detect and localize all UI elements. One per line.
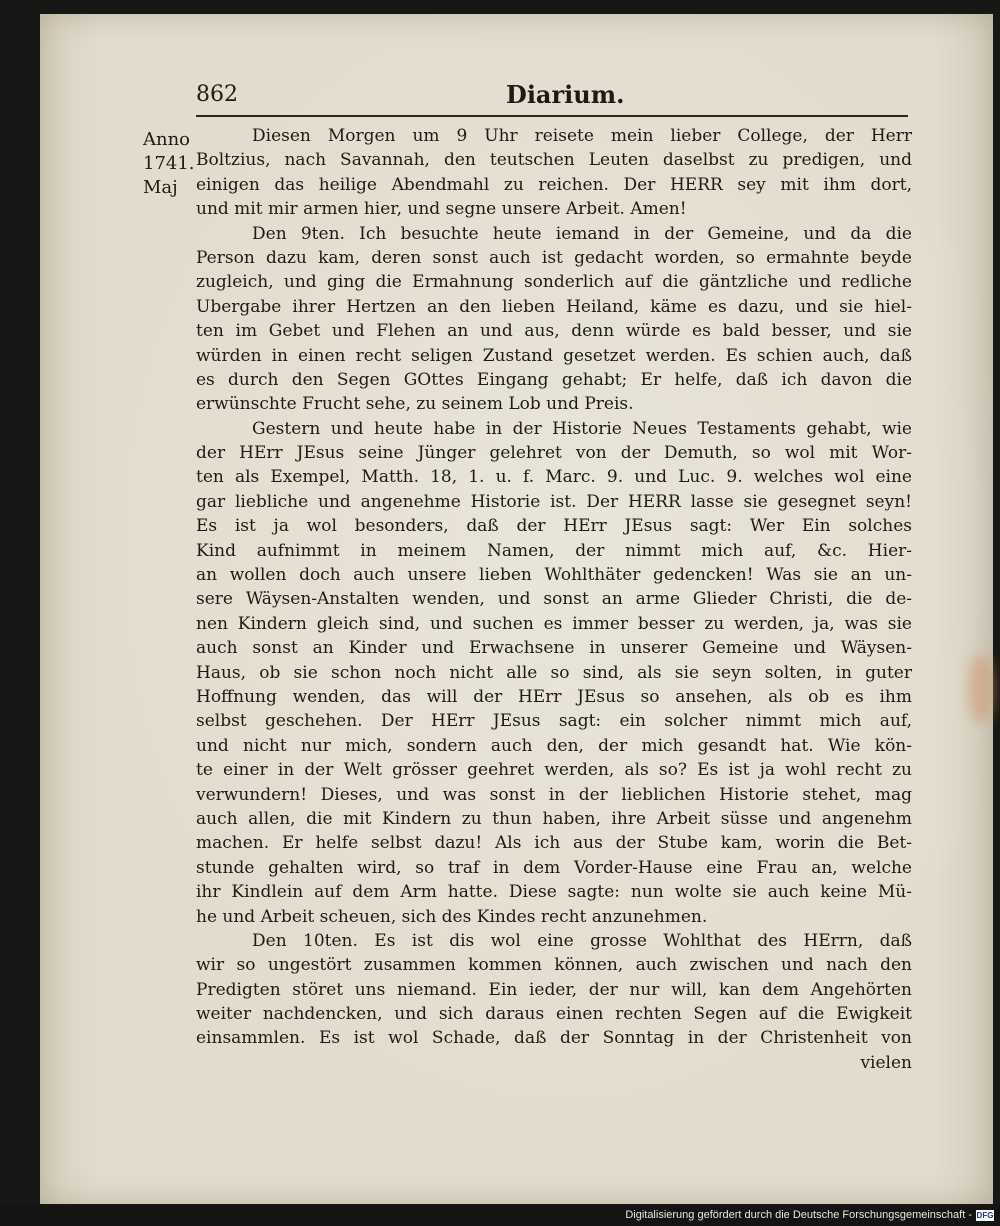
text-line: stunde gehalten wird, so traf in dem Vorder-Hause eine Frau an, welche [196,857,912,878]
text-line: Es ist ja wol besonders, daß der HErr JEsus sagt: Wer Ein solches [196,516,912,537]
text-line: würden in einen recht seligen Zustand gesetzet werden. Es schien auch, daß [196,345,912,366]
text-line: einigen das heilige Abendmahl zu reichen. Der HERR sey mit ihm dort, [196,174,912,195]
text-line: ten als Exempel, Matth. 18, 1. u. f. Marc. 9. und Luc. 9. welches wol eine [196,467,912,488]
digitization-footer [0,1206,1000,1226]
text-line: Haus, ob sie schon noch nicht alle so sind, als sie seyn solten, in guter [196,662,912,683]
text-line: es durch den Segen GOttes Eingang gehabt; Er helfe, daß ich davon die [196,369,912,390]
page-number: 862 [196,82,238,107]
dfg-logo-icon: DFG [976,1211,994,1220]
text-line: Kind aufnimmt in meinem Namen, der nimmt mich auf, &c. Hier- [196,540,912,561]
text-line: auch sonst an Kinder und Erwachsene in unserer Gemeine und Wäysen- [196,638,912,659]
text-line: Den 9ten. Ich besuchte heute iemand in der Gemeine, und da die [252,223,912,244]
text-line: und mit mir armen hier, und segne unsere Arbeit. Amen! [196,199,687,220]
text-line: Boltzius, nach Savannah, den teutschen Leuten daselbst zu predigen, und [196,150,912,171]
text-line: nen Kindern gleich sind, und suchen es immer besser zu werden, ja, was sie [196,613,912,634]
text-line: und nicht nur mich, sondern auch den, der mich gesandt hat. Wie kön- [196,735,912,756]
text-line: einsammlen. Es ist wol Schade, daß der Sonntag in der Christenheit von [196,1028,912,1049]
margin-note-line: Anno [143,129,191,150]
text-line: Diesen Morgen um 9 Uhr reisete mein lieber College, der Herr [252,126,912,146]
margin-note-line: 1741. [143,153,195,174]
text-line: ihr Kindlein auf dem Arm hatte. Diese sagte: nun wolte sie auch keine Mü- [196,882,912,903]
catchword: vielen [860,1052,912,1073]
page-header [196,82,908,118]
text-line: gar liebliche und angenehme Historie ist. Der HERR lasse sie gesegnet seyn! [196,491,912,512]
body-text [196,124,912,1075]
text-line: zugleich, und ging die Ermahnung sonderlich auf die gäntzliche und redliche [196,272,912,293]
footer-credit: Digitalisierung gefördert durch die Deutsche Forschungsgemeinschaft - [625,1209,972,1221]
margin-note [143,128,203,200]
text-line: selbst geschehen. Der HErr JEsus sagt: ein solcher nimmt mich auf, [196,711,912,732]
text-line: an wollen doch auch unsere lieben Wohlthäter gedencken! Was sie an un- [196,565,912,586]
text-line: he und Arbeit scheuen, sich des Kindes recht anzunehmen. [196,906,708,927]
text-line: machen. Er helfe selbst dazu! Als ich aus der Stube kam, worin die Bet- [196,833,912,854]
text-line: verwundern! Dieses, und was sonst in der lieblichen Historie stehet, mag [196,784,912,805]
text-line: wir so ungestört zusammen kommen können, auch zwischen und nach den [196,955,912,976]
header-rule [196,115,908,117]
text-line: Person dazu kam, deren sonst auch ist gedacht worden, so ermahnte beyde [196,247,912,268]
text-line: Predigten störet uns niemand. Ein ieder, der nur will, kan dem Angehörten [196,979,912,1000]
text-line: der HErr JEsus seine Jünger gelehret von der Demuth, so wol mit Wor- [196,443,912,464]
running-head: Diarium. [506,80,625,109]
text-line: Hoffnung wenden, das will der HErr JEsus so ansehen, als ob es ihm [196,686,912,707]
text-line: Den 10ten. Es ist dis wol eine grosse Wohlthat des HErrn, daß [252,930,912,951]
text-line: auch allen, die mit Kindern zu thun haben, ihre Arbeit süsse und angenehm [196,808,912,829]
text-line: weiter nachdencken, und sich daraus einen rechten Segen auf die Ewigkeit [196,1004,912,1025]
text-line: ten im Gebet und Flehen an und aus, denn würde es bald besser, und sie [196,321,912,342]
text-line: sere Wäysen-Anstalten wenden, und sonst an arme Glieder Christi, die de- [196,589,912,610]
page-stain [968,654,994,724]
margin-note-line: Maj [143,177,178,198]
text-line: erwünschte Frucht sehe, zu seinem Lob und Preis. [196,394,634,415]
text-line: Gestern und heute habe in der Historie Neues Testaments gehabt, wie [252,418,912,439]
text-line: te einer in der Welt grösser geehret werden, als so? Es ist ja wohl recht zu [196,760,912,781]
text-line: Ubergabe ihrer Hertzen an den lieben Heiland, käme es dazu, und sie hiel- [196,296,912,317]
